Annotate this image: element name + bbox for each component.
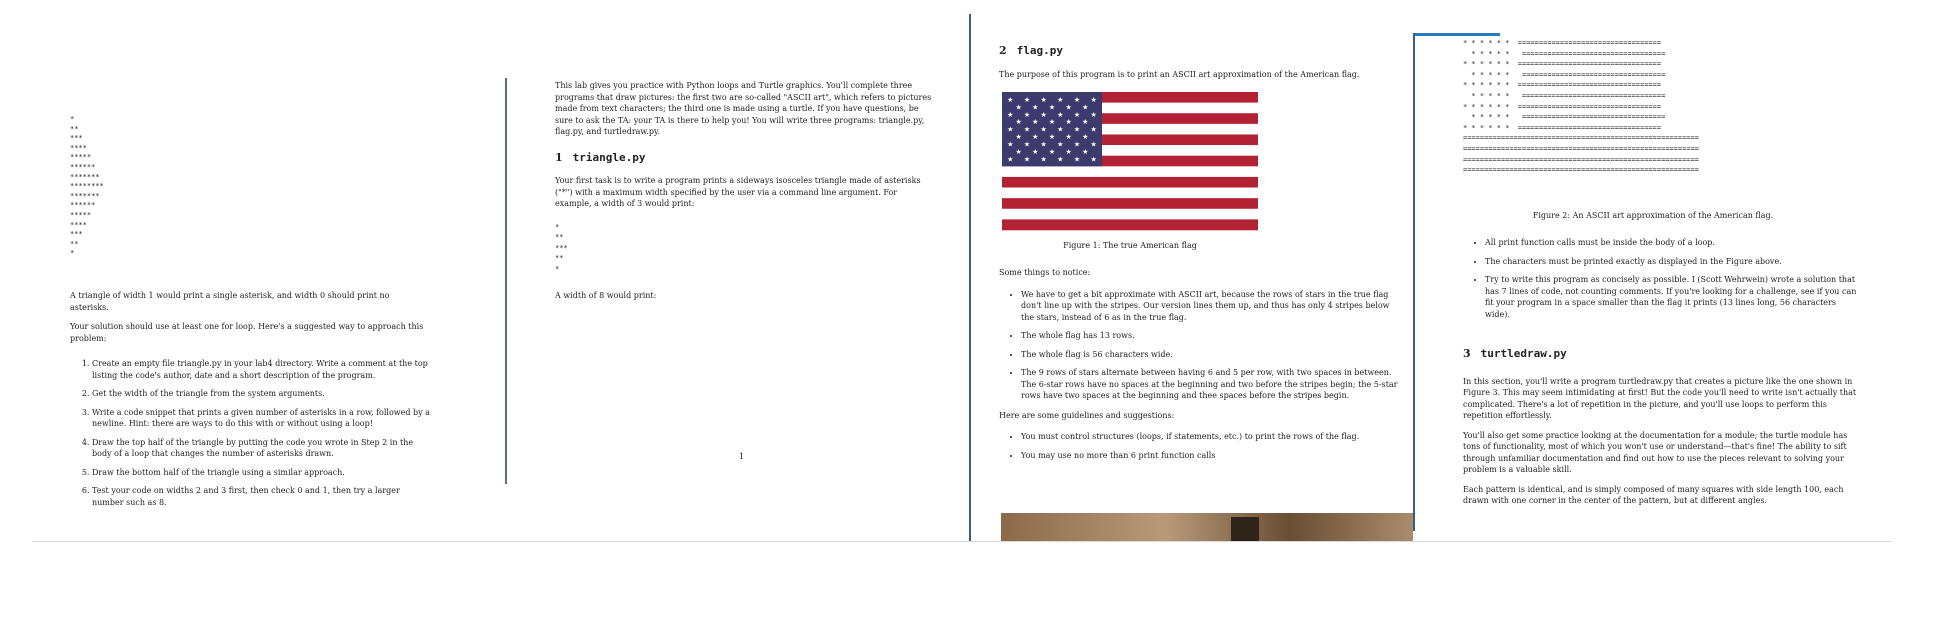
ascii-row: *: [70, 249, 75, 258]
list-item: • You must control structures (loops, if statements, etc.) to print the rows of the flag.: [1021, 431, 1399, 443]
ascii-row: ========================================================: [1463, 134, 1700, 143]
page-4: [1413, 33, 1876, 531]
flag-star: ★: [1048, 147, 1056, 156]
american-flag-image: [1002, 92, 1258, 230]
list-item: • We have to get a bit approximate with ASCII art, because the rows of stars in the true flag don't line up with the stripes. Our version lines them up, and thus has only 4 stripes below the stars, instead of 6 as in the true flag.: [1021, 289, 1399, 324]
flag-stripe: [1002, 177, 1258, 188]
list-item: • Try to write this program as concisely as possible. I (Scott Wehrwein) wrote a solution that has 7 lines of code, not counting comments. If you're looking for a challenge, see if you can fit your program in a space smaller than the flag it prints (13 lines long, 56 characters wide).: [1485, 274, 1858, 320]
figure-caption: Figure 1: The true American flag: [1063, 241, 1197, 250]
flag-star: ★: [1065, 133, 1072, 142]
flag-star: ★: [1007, 140, 1014, 149]
ascii-row: ******: [70, 162, 96, 171]
ascii-row: * * * * * * ==================================: [1463, 39, 1662, 47]
paragraph: Here are some guidelines and suggestions:: [999, 410, 1175, 420]
paragraph: The purpose of this program is to print an ASCII art approximation of the American flag.: [999, 70, 1360, 79]
intro-paragraph: This lab gives you practice with Python loops and Turtle graphics. You'll complete three programs that draw pictures: the first two are so-called "ASCII art", which refers to pictures made from text characters; the third one is made using a turtle. If you have questions, be sure to ask the TA: your TA is there to help you! You will write three programs: triangle.py, flag.py, and turtledraw.py.: [555, 81, 932, 136]
ascii-row: ========================================================: [1463, 166, 1700, 175]
section-number: 2: [999, 44, 1007, 57]
flag-star: ★: [1048, 133, 1056, 142]
flag-star: ★: [1040, 95, 1047, 104]
flag-star: ★: [1082, 103, 1089, 112]
requirement-list: [1463, 237, 1858, 320]
page-2: [555, 80, 935, 480]
page-3: [971, 14, 1413, 542]
paragraph: In this section, you'll write a program turtledraw.py that creates a picture like the one shown in Figure 3. This may seem intimidating at first! But the code you'll need to write isn't actually that complicated. There's a lot of repetition in the picture, and you'll use loops to perform this repetition effortlessly.: [1463, 376, 1857, 420]
paragraph: Some things to notice:: [999, 268, 1091, 277]
flag-star: ★: [1032, 147, 1039, 156]
ascii-row: * * * * * * ==================================: [1463, 102, 1662, 111]
ascii-row: *******: [70, 191, 100, 200]
flag-star: ★: [1032, 118, 1039, 127]
flag-star: ★: [1073, 140, 1081, 149]
ascii-row: *****: [70, 210, 92, 219]
flag-star: ★: [1007, 125, 1014, 134]
flag-star: ★: [1007, 110, 1014, 119]
list-item: 4. Draw the top half of the triangle by putting the code you wrote in Step 2 in the body of a loop that changes the number of asterisks drawn.: [92, 437, 430, 460]
list-item: • The whole flag has 13 rows.: [1021, 330, 1399, 342]
flag-star: ★: [1057, 95, 1064, 104]
ascii-row: ========================================================: [1463, 155, 1700, 164]
ascii-row: ****: [70, 143, 87, 152]
ascii-row: * * * * * ==================================: [1463, 113, 1666, 122]
list-item: • The 9 rows of stars alternate between having 6 and 5 per row, with two spaces in between. The 6-star rows have no spaces at the beginning and two before the stripes begin; the 5-star rows have two spaces at the beginning and thee spaces before the stripes begin.: [1021, 367, 1399, 402]
flag-star: ★: [1015, 133, 1022, 142]
flag-star: ★: [1057, 125, 1064, 134]
flag-star: ★: [1023, 95, 1031, 104]
ascii-row: ***: [70, 230, 83, 239]
page-top-accent: [1413, 33, 1500, 36]
triangle-example-width-3: [555, 222, 935, 275]
ascii-row: * * * * * * ==================================: [1463, 81, 1662, 90]
list-item: 3. Write a code snippet that prints a given number of asterisks in a row, followed by a newline. Hint: there are ways to do this with or without using a loop!: [92, 407, 430, 430]
flag-star: ★: [1023, 125, 1031, 134]
flag-star: ★: [1007, 95, 1014, 104]
section-title: triangle.py: [572, 150, 646, 164]
ascii-row: **: [555, 254, 564, 262]
page-1: [60, 100, 435, 507]
flag-star: ★: [1023, 140, 1031, 149]
list-item: 6. Test your code on widths 2 and 3 first, then check 0 and 1, then try a larger number such as 8.: [92, 485, 430, 508]
page-number: 1: [739, 452, 745, 461]
flag-star: ★: [1090, 95, 1097, 104]
list-item: • The characters must be printed exactly as displayed in the Figure above.: [1485, 256, 1858, 268]
ascii-flag-figure: [1463, 38, 1699, 176]
page-divider: [505, 78, 507, 484]
flag-star: ★: [1048, 118, 1056, 127]
ascii-row: * * * * * * ==================================: [1463, 123, 1662, 132]
flag-star: ★: [1040, 155, 1047, 164]
flag-star: ★: [1065, 118, 1072, 127]
list-item: 1. Create an empty file triangle.py in your lab4 directory. Write a comment at the top listing the code's author, date and a short description of the program.: [92, 358, 430, 381]
list-item: 2. Get the width of the triangle from the system arguments.: [92, 388, 430, 400]
flag-star: ★: [1015, 147, 1022, 156]
bottom-rule: [32, 541, 1892, 542]
ascii-row: *: [555, 222, 560, 231]
flag-star: ★: [1057, 155, 1064, 164]
suggested-steps-list: [70, 358, 430, 508]
ascii-row: **: [70, 124, 79, 133]
task-paragraph: Your first task is to write a program prints a sideways isosceles triangle made of asterisks ("*") with a maximum width specified by the user via a command line argument. For example, a width of 3 would print:: [555, 176, 921, 208]
flag-star: ★: [1040, 110, 1047, 119]
paragraph: You'll also get some practice looking at the documentation for a module; the turtle module has tons of functionality, most of which you won't use or understand—that's fine! The ability to sift through unfamiliar documentation and find out how to use the pieces relevant to solving your problem is a valuable skill.: [1463, 430, 1848, 474]
paragraph: Each pattern is identical, and is simply composed of many squares with side length 100, each drawn with one corner in the center of the pattern, but at different angles.: [1463, 484, 1844, 505]
flag-stripe: [1002, 219, 1258, 230]
page-left-edge: [1413, 33, 1415, 531]
ascii-row: **: [70, 239, 79, 248]
flag-star: ★: [1090, 125, 1097, 134]
ascii-row: ***: [70, 134, 83, 143]
flag-stripe: [1002, 198, 1258, 209]
ascii-row: ********: [70, 182, 104, 191]
ascii-row: ****: [70, 220, 87, 229]
flag-star: ★: [1057, 110, 1064, 119]
notice-list: [999, 289, 1399, 402]
paragraph: A width of 8 would print:: [555, 291, 657, 300]
flag-star: ★: [1032, 133, 1039, 142]
flag-stripe: [1002, 166, 1258, 177]
ascii-row: * * * * * * ==================================: [1463, 60, 1662, 69]
flag-star: ★: [1073, 155, 1081, 164]
ascii-row: * * * * * ==================================: [1463, 70, 1666, 79]
list-item: • The whole flag is 56 characters wide.: [1021, 349, 1399, 361]
flag-star: ★: [1048, 103, 1056, 112]
ascii-row: ******: [70, 201, 96, 210]
flag-star: ★: [1032, 103, 1039, 112]
flag-star: ★: [1082, 118, 1089, 127]
section-number: 3: [1463, 347, 1471, 360]
figure-caption: Figure 2: An ASCII art approximation of the American flag.: [1532, 211, 1774, 220]
flag-stripe: [1002, 188, 1258, 199]
section-title: turtledraw.py: [1480, 347, 1567, 360]
flag-star: ★: [1090, 110, 1097, 119]
ascii-row: * * * * * ==================================: [1463, 49, 1666, 58]
flag-star: ★: [1073, 95, 1081, 104]
flag-star: ★: [1015, 118, 1022, 127]
flag-star: ★: [1040, 140, 1047, 149]
flag-star: ★: [1082, 147, 1089, 156]
flag-star: ★: [1023, 110, 1031, 119]
ascii-row: ========================================================: [1463, 144, 1700, 153]
flag-star: ★: [1073, 110, 1081, 119]
ascii-row: **: [555, 233, 564, 241]
ascii-row: *: [70, 115, 75, 123]
list-item: 5. Draw the bottom half of the triangle using a similar approach.: [92, 467, 430, 479]
flag-star: ★: [1090, 140, 1097, 149]
flag-star: ★: [1023, 155, 1031, 164]
section-number: 1: [555, 150, 563, 164]
triangle-example-width-8: [70, 115, 104, 259]
paragraph: Your solution should use at least one for loop. Here's a suggested way to approach this problem:: [70, 322, 424, 343]
guideline-list: [999, 431, 1399, 461]
ascii-row: *****: [70, 153, 92, 162]
flag-stripe: [1002, 209, 1258, 220]
list-item: • All print function calls must be inside the body of a loop.: [1485, 237, 1858, 249]
flag-star: ★: [1007, 155, 1014, 164]
flag-star: ★: [1082, 133, 1089, 142]
ascii-row: *******: [70, 172, 100, 181]
flag-star: ★: [1073, 125, 1081, 134]
section-title: flag.py: [1016, 44, 1064, 57]
list-item: • You may use no more than 6 print function calls: [1021, 450, 1399, 462]
flag-star: ★: [1065, 147, 1072, 156]
ascii-row: ***: [555, 243, 568, 252]
flag-star: ★: [1065, 103, 1072, 112]
flag-star: ★: [1090, 155, 1097, 164]
turtle-photo-fragment: [1001, 513, 1413, 542]
flag-star: ★: [1040, 125, 1047, 134]
ascii-row: * * * * * ==================================: [1463, 91, 1666, 100]
paragraph: A triangle of width 1 would print a single asterisk, and width 0 should print no asterisks.: [70, 291, 390, 312]
flag-star: ★: [1015, 103, 1022, 112]
ascii-row: *: [555, 264, 560, 273]
flag-star: ★: [1057, 140, 1064, 149]
